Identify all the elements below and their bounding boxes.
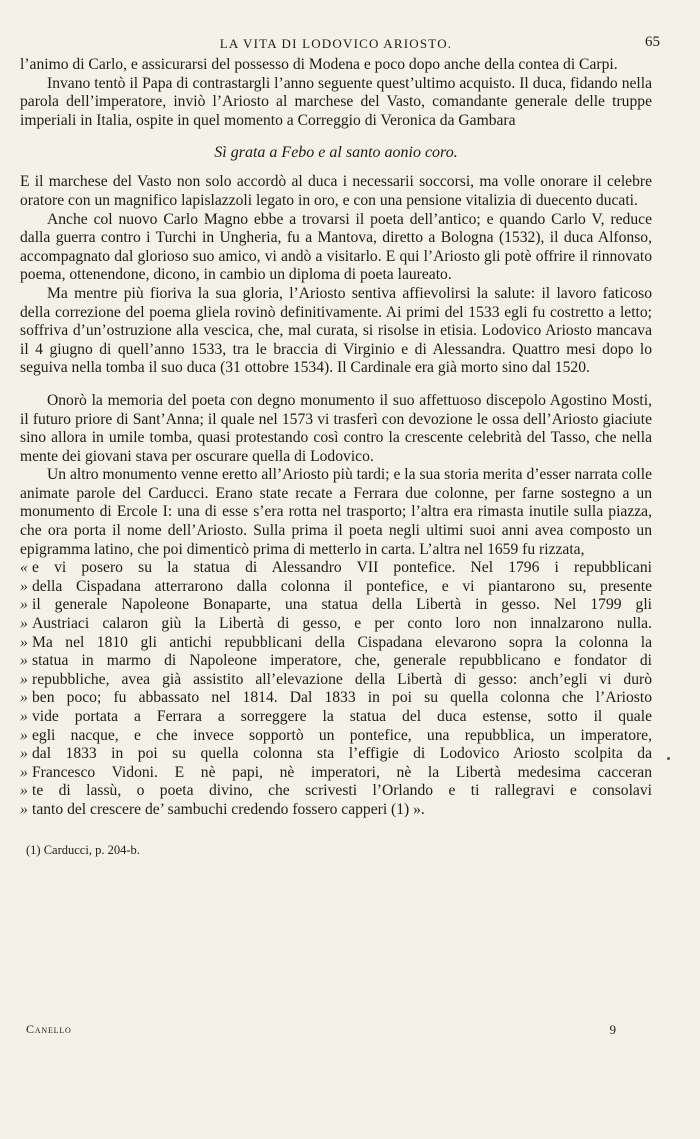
signature-label: Canello: [26, 1022, 72, 1036]
quotation-line: [20, 652, 652, 671]
quotation-line: [20, 634, 652, 653]
paragraph-6: Onorò la memoria del poeta con degno monumento il suo affettuoso discepolo Agostino Mosti, il futuro priore di Sant’Anna; il quale nel 1573 vi trasferì con devozione le ossa dell’Ariosto giaciute sino allora in umile tomba, quasi protestando così contro la crescente celebrità del Tasso, che nella mente dei giovani stava per oscurare quella di Lodovico.: [20, 391, 652, 465]
quote-mark: »: [20, 708, 28, 725]
quote-mark: «: [20, 559, 28, 577]
paragraph-2: Invano tentò il Papa di contrastargli l’anno seguente quest’ultimo acquisto. Il duca, fidando nella parola dell’imperatore, inviò l’Ariosto al marchese del Vasto, comandante generale delle truppe imperiali in Italia, ospite in quel momento a Correggio di Veronica da Gambara: [20, 74, 652, 129]
quote-mark: »: [20, 782, 28, 800]
quotation-text: Ma nel 1810 gli antichi repubblicani della Cispadana elevarono sopra la colonna la: [32, 633, 652, 651]
paragraph-5: Ma mentre più fioriva la sua gloria, l’Ariosto sentiva affievolirsi la salute: il lavoro faticoso della correzione del poema gliela rovinò definitivamente. Ai primi del 1533 egli fu costretto a letto; soffriva d’un’ostruzione alla vescica, che, mal curata, si risolse in etisia. Lodovico Ariosto mancava il 4 giugno di quell’anno 1533, tra le braccia di Virginio e di Alessandra. Quattro mesi dopo lo seguiva nella tomba il suo duca (31 ottobre 1534). Il Cardinale era già morto sino dal 1520.: [20, 284, 652, 377]
quotation-line: [20, 727, 652, 746]
running-head: [20, 34, 660, 54]
quote-mark: »: [20, 670, 28, 688]
quote-mark: »: [20, 745, 28, 763]
quotation-text: te di lassù, o poeta divino, che scrivesti l’Orlando e ti rallegravi e consolavi: [32, 782, 652, 800]
paragraph-3: E il marchese del Vasto non solo accordò al duca i necessarii soccorsi, ma volle onorare il celebre oratore con un magnifico lapislazzoli legato in oro, e con una pensione vitalizia di duecento ducati.: [20, 173, 652, 209]
quote-mark: »: [20, 726, 28, 744]
quote-mark: »: [20, 596, 28, 614]
quotation-line: [20, 559, 652, 578]
quote-mark: »: [20, 689, 28, 707]
quotation-text: tanto del crescere de’ sambuchi credendo fossero capperi (1) ».: [32, 800, 425, 818]
quotation-line: [20, 764, 652, 783]
quotation-text: Francesco Vidoni. E nè papi, nè imperatori, nè la Libertà medesima cacceran: [32, 763, 652, 781]
printer-signature: [26, 1022, 616, 1037]
book-page: [20, 34, 660, 858]
quote-mark: »: [20, 615, 28, 633]
quote-mark: »: [20, 652, 28, 670]
paragraph-4: Anche col nuovo Carlo Magno ebbe a trovarsi il poeta dell’antico; e quando Carlo V, reduce dalla guerra contro i Turchi in Ungheria, fu a Mantova, diretto a Bologna (1532), il duca Alfonso, accompagnato dal glorioso suo amico, vi andò a visitarlo. E qui l’Ariosto gli potè offrire il rinnovato poema, ottenendone, dicono, in cambio un diploma di poeta laureato.: [20, 210, 652, 284]
running-title: LA VITA DI LODOVICO ARIOSTO.: [219, 36, 453, 51]
section-gap: [20, 378, 652, 392]
ink-speck: [667, 757, 670, 760]
paragraph-1: l’animo di Carlo, e assicurarsi del possesso di Modena e poco dopo anche della contea di Carpi.: [20, 56, 618, 73]
verse-quote: Sì grata a Febo e al santo aonio coro.: [214, 144, 458, 162]
quote-mark: »: [20, 800, 28, 818]
carducci-quotation: [20, 559, 652, 819]
quotation-text: egli nacque, e che invece sopportò un pontefice, una repubblica, un imperatore,: [32, 726, 652, 744]
signature-number: 9: [609, 1022, 616, 1037]
quotation-text: vide portata a Ferrara a sorreggere la statua del duca estense, sotto il quale: [32, 708, 652, 725]
quote-mark: »: [20, 633, 28, 651]
quotation-text: ben poco; fu abbassato nel 1814. Dal 1833 in poi su quella colonna che l’Ariosto: [32, 689, 652, 707]
footnote: (1) Carducci, p. 204-b.: [26, 842, 140, 857]
quotation-line: [20, 578, 652, 597]
quotation-line: [20, 671, 652, 690]
quotation-text: e vi posero su la statua di Alessandro VII pontefice. Nel 1796 i repubblicani: [32, 559, 652, 577]
quotation-line: [20, 615, 652, 634]
quote-mark: »: [20, 763, 28, 781]
quote-mark: »: [20, 577, 28, 595]
quotation-line: [20, 782, 652, 801]
paragraph-7: Un altro monumento venne eretto all’Ariosto più tardi; e la sua storia merita d’esser narrata colle animate parole del Carducci. Erano state recate a Ferrara due colonne, per farne sostegno a un monumento di Ercole I: una di esse s’era rotta nel trasporto; l’altra era rimasta inutile sulla piazza, che ora porta il nome dell’Ariosto. Sulla prima il poeta negli ultimi suoi anni avea composto un epigramma latino, che poi dimenticò prima di metterlo in carta. L’altra nel 1659 fu rizzata,: [20, 466, 652, 558]
page-number: 65: [645, 34, 660, 50]
quotation-text: dal 1833 in poi su quella colonna sta l’effigie di Lodovico Ariosto scolpita da: [32, 745, 652, 763]
quotation-line: [20, 708, 652, 727]
quotation-text: statua in marmo di Napoleone imperatore, che, generale repubblicano e fondator di: [32, 652, 652, 670]
quotation-line: [20, 596, 652, 615]
quotation-text: repubbliche, avea già assistito all’elevazione della Libertà di gesso: anch’egli vi durò: [32, 670, 652, 688]
quotation-text: della Cispadana atterrarono dalla colonna il pontefice, e vi piantarono su, presente: [32, 577, 652, 595]
quotation-text: Austriaci calaron giù la Libertà di gesso, e per conto loro non innalzarono nulla.: [32, 615, 652, 633]
quotation-line: [20, 801, 652, 820]
quotation-line: [20, 689, 652, 708]
quotation-text: il generale Napoleone Bonaparte, una statua della Libertà in gesso. Nel 1799 gli: [32, 596, 652, 614]
quotation-line: [20, 745, 652, 764]
